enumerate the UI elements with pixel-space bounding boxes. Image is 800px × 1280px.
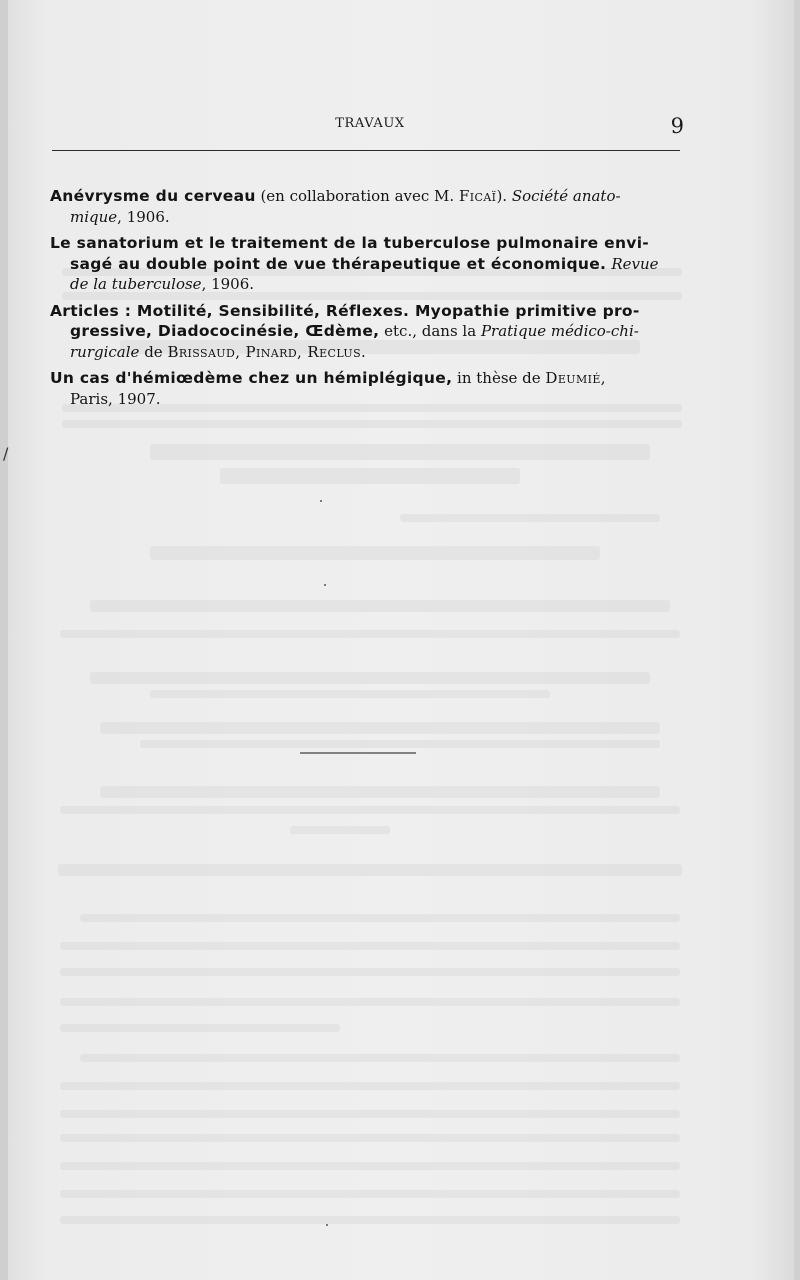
entry-journal: Société anato- bbox=[511, 187, 621, 205]
entry-year: , 1906. bbox=[201, 275, 255, 293]
entry-title: gressive, Diadococinésie, Œdème, bbox=[70, 322, 380, 340]
entry-text: (en collaboration avec M. bbox=[255, 187, 459, 205]
entry-title: Anévrysme du cerveau bbox=[50, 187, 256, 205]
bibliography-entry-4 bbox=[50, 368, 690, 409]
entry-journal: Pratique médico-chi- bbox=[480, 322, 639, 340]
margin-mark: / bbox=[3, 444, 9, 463]
bibliography-entry-3 bbox=[50, 301, 690, 363]
entry-year: , 1906. bbox=[117, 207, 170, 226]
running-head bbox=[52, 112, 688, 142]
entry-journal: mique bbox=[70, 207, 118, 226]
entry-author: Deumié, bbox=[545, 369, 606, 387]
page-edge-right bbox=[794, 0, 800, 1280]
entry-author: Ficaï bbox=[458, 187, 497, 205]
running-title: TRAVAUX bbox=[335, 116, 405, 131]
entry-journal: Revue bbox=[611, 254, 659, 273]
entry-title: Un cas d'hémiœdème chez un hémiplégique, bbox=[50, 369, 453, 387]
entry-text: etc., dans la bbox=[379, 322, 481, 340]
paper-speck bbox=[324, 584, 326, 586]
entry-title: sagé au double point de vue thérapeutique et économique. bbox=[70, 254, 607, 273]
entry-journal: de la tuberculose bbox=[70, 275, 202, 293]
header-rule bbox=[52, 150, 680, 151]
entry-publication: Paris, 1907. bbox=[70, 389, 161, 408]
entry-title: Le sanatorium et le traitement de la tuberculose pulmonaire envi- bbox=[50, 234, 650, 252]
paper-speck bbox=[320, 500, 322, 502]
page-edge-left bbox=[0, 0, 8, 1280]
paper-speck bbox=[326, 1224, 328, 1226]
entry-text: ). bbox=[496, 187, 512, 205]
entry-journal: rurgicale bbox=[70, 342, 140, 361]
entry-authors: Brissaud, Pinard, Reclus. bbox=[167, 342, 367, 361]
bibliography-entry-1 bbox=[50, 186, 690, 227]
entry-text: in thèse de bbox=[452, 369, 546, 387]
entry-text: de bbox=[139, 342, 168, 361]
entry-title: Articles : Motilité, Sensibilité, Réflexes. Myopathie primitive pro- bbox=[50, 301, 640, 320]
bibliography-entry-2 bbox=[50, 233, 690, 295]
page-number: 9 bbox=[670, 114, 684, 138]
bibliography-list bbox=[50, 186, 690, 415]
